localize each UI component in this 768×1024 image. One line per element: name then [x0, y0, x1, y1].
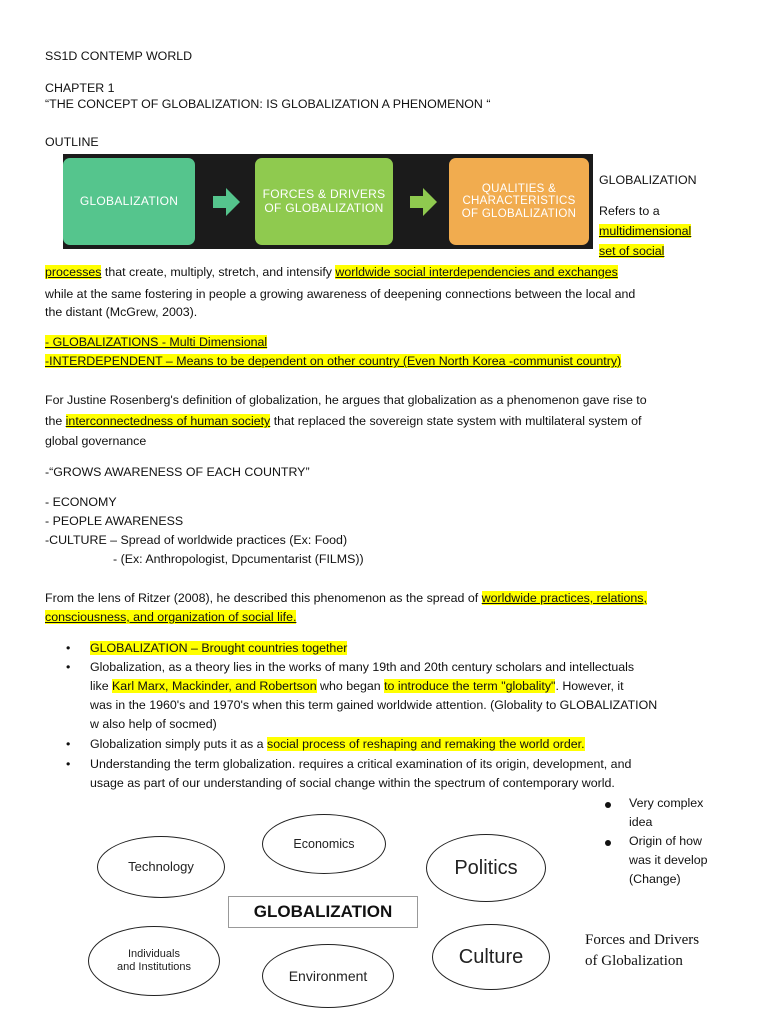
arrow-right-icon	[211, 187, 241, 217]
bullet-2-line-2: like Karl Marx, Mackinder, and Robertson who began to introduce the term "globality". However, it	[90, 679, 624, 693]
mindmap-individuals: Individuals and Institutions	[88, 926, 220, 996]
awareness-economy: - ECONOMY	[45, 495, 117, 509]
arrow-right-icon	[408, 187, 438, 217]
rosenberg-line-1: For Justine Rosenberg's definition of globalization, he argues that globalization as a phenomenon gave rise to	[45, 393, 647, 407]
bullet-3: Globalization simply puts it as a social process of reshaping and remaking the world order.	[90, 737, 585, 751]
outline-box-globalization: GLOBALIZATION	[63, 158, 195, 245]
side-note-2b: was it develop	[629, 853, 708, 867]
bullet-icon: •	[66, 641, 71, 655]
outline-label: OUTLINE	[45, 135, 99, 149]
highlight-set-of-social: set of social	[599, 244, 665, 258]
definition-line-2: while at the same fostering in people a growing awareness of deepening connections between the local and	[45, 287, 636, 301]
ritzer-line-1: From the lens of Ritzer (2008), he described this phenomenon as the spread of worldwide practices, relations,	[45, 591, 647, 605]
bullet-icon: •	[66, 737, 71, 751]
note-interdependent: -INTERDEPENDENT – Means to be dependent on other country (Even North Korea -communist country)	[45, 354, 622, 368]
bullet-2-line-1: Globalization, as a theory lies in the works of many 19th and 20th century scholars and intellectuals	[90, 660, 635, 674]
side-note-1a: Very complex	[629, 796, 704, 810]
awareness-culture: -CULTURE – Spread of worldwide practices (Ex: Food)	[45, 533, 348, 547]
bullet-1: GLOBALIZATION – Brought countries together	[90, 641, 348, 655]
rosenberg-line-2: the interconnectedness of human society that replaced the sovereign state system with multilateral system of	[45, 414, 642, 428]
rosenberg-line-3: global governance	[45, 434, 147, 448]
ritzer-line-2: consciousness, and organization of social life.	[45, 610, 297, 624]
mindmap-technology: Technology	[97, 836, 225, 898]
bullet-icon	[605, 802, 611, 808]
awareness-title: -“GROWS AWARENESS OF EACH COUNTRY”	[45, 465, 310, 479]
awareness-culture-sub: - (Ex: Anthropologist, Dpcumentarist (FILMS))	[113, 552, 364, 566]
bullet-4-line-2: usage as part of our understanding of social change within the spectrum of contemporary world.	[90, 776, 615, 790]
outline-box-forces: FORCES & DRIVERS OF GLOBALIZATION	[255, 158, 393, 245]
definition-term: GLOBALIZATION	[599, 173, 697, 187]
definition-line-1: processes that create, multiply, stretch, and intensify worldwide social interdependencies and exchanges	[45, 265, 618, 279]
awareness-people: - PEOPLE AWARENESS	[45, 514, 184, 528]
bullet-2-line-4: w also help of socmed)	[90, 717, 217, 731]
note-multidimensional: - GLOBALIZATIONS - Multi Dimensional	[45, 335, 268, 349]
outline-diagram	[63, 154, 593, 249]
bullet-icon: •	[66, 660, 71, 674]
bullet-list	[66, 640, 746, 800]
highlight-multidimensional: multidimensional	[599, 224, 692, 238]
chapter-number: CHAPTER 1	[45, 81, 115, 95]
side-note-2c: (Change)	[629, 872, 681, 886]
mindmap-economics: Economics	[262, 814, 386, 874]
mindmap-environment: Environment	[262, 944, 394, 1008]
mindmap-center: GLOBALIZATION	[228, 896, 418, 928]
bullet-4-line-1: Understanding the term globalization. requires a critical examination of its origin, development, and	[90, 757, 632, 771]
side-note-2a: Origin of how	[629, 834, 703, 848]
mindmap-culture: Culture	[432, 924, 550, 990]
bullet-icon	[605, 840, 611, 846]
mindmap-politics: Politics	[426, 834, 546, 902]
definition-line-3: the distant (McGrew, 2003).	[45, 305, 198, 319]
definition-refers: Refers to a	[599, 204, 660, 218]
chapter-title: “THE CONCEPT OF GLOBALIZATION: IS GLOBALIZATION A PHENOMENON “	[45, 97, 491, 111]
bullet-icon: •	[66, 757, 71, 771]
course-title: SS1D CONTEMP WORLD	[45, 49, 193, 63]
bullet-2-line-3: was in the 1960's and 1970's when this term gained worldwide attention. (Globality to GLOBALIZATION	[90, 698, 658, 712]
mindmap-caption: Forces and Drivers of Globalization	[585, 932, 700, 969]
side-note-1b: idea	[629, 815, 653, 829]
outline-box-qualities: QUALITIES & CHARACTERISTICS OF GLOBALIZATION	[449, 158, 589, 245]
